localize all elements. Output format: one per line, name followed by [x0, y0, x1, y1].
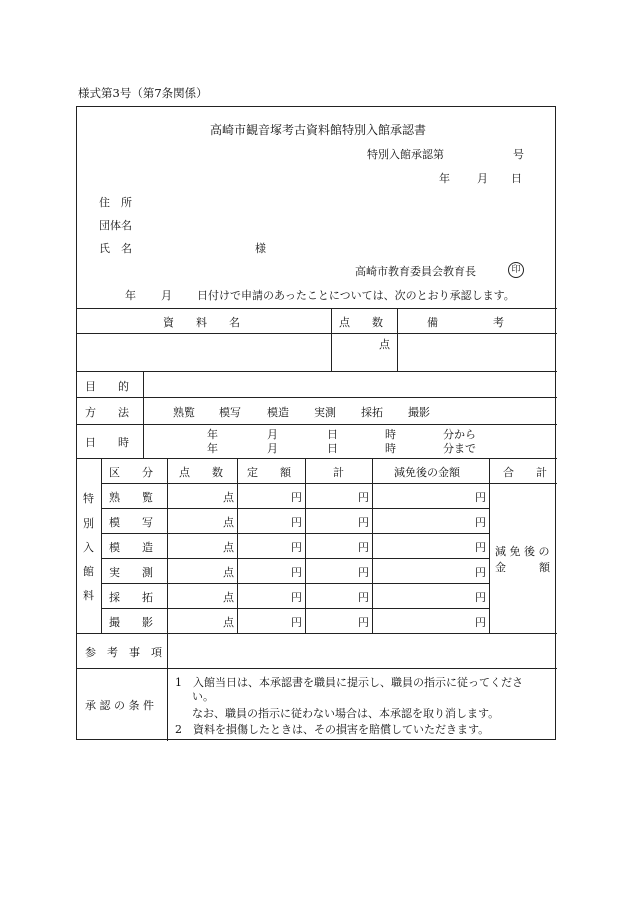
fee-row-count-unit: 点 [223, 516, 234, 529]
date-month: 月 [477, 172, 488, 185]
fee-row-count-unit: 点 [223, 541, 234, 554]
fee-side-label: 料 [83, 589, 94, 602]
method-option: 実測 [314, 406, 336, 419]
fee-row-count-unit: 点 [223, 566, 234, 579]
form-title: 高崎市観音塚考古資料館特別入館承認書 [210, 123, 427, 137]
group-name-label: 団体名 [99, 219, 132, 232]
fee-row-after-yen: 円 [475, 591, 486, 604]
condition-1-line3: なお、職員の指示に従わない場合は、本承認を取り消します。 [192, 707, 500, 720]
fee-header-sum: 合 計 [503, 466, 547, 479]
fee-row-count-unit: 点 [223, 616, 234, 629]
fee-side-label: 特 [83, 492, 94, 505]
from-day: 日 [327, 428, 338, 441]
materials-count-header: 点 数 [339, 316, 383, 329]
sum-label-line1: 減 免 後 の [495, 545, 550, 558]
fee-side-label: 館 [83, 565, 94, 578]
remarks-label: 参 考 事 項 [85, 646, 162, 659]
fee-row-unit-yen: 円 [291, 541, 302, 554]
to-suffix: 分まで [443, 442, 476, 455]
fee-header-unit: 定 額 [247, 466, 291, 479]
method-option: 模写 [219, 406, 241, 419]
method-option: 模造 [267, 406, 289, 419]
to-hour: 時 [385, 442, 396, 455]
fee-row-category: 模 造 [109, 541, 153, 554]
fee-row-count-unit: 点 [223, 591, 234, 604]
fee-row-total-yen: 円 [358, 516, 369, 529]
form-number-note: 様式第3号（第7条関係） [78, 86, 208, 100]
from-hour: 時 [385, 428, 396, 441]
approval-form [76, 106, 556, 740]
seal-icon: 印 [508, 262, 524, 278]
fee-row-total-yen: 円 [358, 616, 369, 629]
materials-note-header: 備 考 [427, 316, 504, 329]
approval-number-prefix: 特別入館承認第 [367, 148, 444, 161]
fee-row-total-yen: 円 [358, 591, 369, 604]
honorific: 様 [255, 242, 266, 255]
fee-header-category: 区 分 [109, 466, 153, 479]
materials-name-header: 資 料 名 [163, 316, 240, 329]
fee-row-after-yen: 円 [475, 541, 486, 554]
fee-row-unit-yen: 円 [291, 491, 302, 504]
fee-row-unit-yen: 円 [291, 516, 302, 529]
sum-label-line2: 金 額 [495, 561, 550, 574]
fee-row-unit-yen: 円 [291, 591, 302, 604]
fee-row-total-yen: 円 [358, 541, 369, 554]
issuer: 高崎市教育委員会教育長 [355, 265, 476, 278]
name-label: 氏 名 [99, 242, 132, 255]
fee-header-after: 減免後の金額 [394, 466, 460, 479]
condition-2: 2 資料を損傷したときは、その損害を賠償していただきます。 [175, 723, 490, 736]
to-month: 月 [267, 442, 278, 455]
fee-row-category: 模 写 [109, 516, 153, 529]
fee-row-category: 採 拓 [109, 591, 153, 604]
method-option: 熟覧 [173, 406, 195, 419]
approval-number-suffix: 号 [513, 148, 524, 161]
from-suffix: 分から [443, 428, 476, 441]
purpose-label: 目 的 [85, 380, 129, 393]
to-year: 年 [207, 442, 218, 455]
fee-side-label: 入 [83, 541, 94, 554]
fee-row-total-yen: 円 [358, 566, 369, 579]
method-option: 採拓 [361, 406, 383, 419]
to-day: 日 [327, 442, 338, 455]
fee-row-unit-yen: 円 [291, 616, 302, 629]
date-day: 日 [511, 172, 522, 185]
fee-row-count-unit: 点 [223, 491, 234, 504]
condition-1-line2: い。 [192, 690, 214, 703]
method-option: 撮影 [408, 406, 430, 419]
fee-row-after-yen: 円 [475, 566, 486, 579]
intro-year: 年 [125, 289, 136, 302]
condition-1-line1: 1 入館当日は、本承認書を職員に提示し、職員の指示に従ってくださ [175, 676, 523, 689]
materials-count-unit: 点 [379, 338, 390, 351]
fee-row-after-yen: 円 [475, 616, 486, 629]
fee-row-after-yen: 円 [475, 491, 486, 504]
date-year: 年 [439, 172, 450, 185]
fee-header-total: 計 [333, 466, 344, 479]
fee-row-total-yen: 円 [358, 491, 369, 504]
from-year: 年 [207, 428, 218, 441]
intro-text: 日付けで申請のあったことについては、次のとおり承認します。 [197, 289, 515, 302]
fee-row-category: 撮 影 [109, 616, 153, 629]
fee-row-unit-yen: 円 [291, 566, 302, 579]
fee-row-category: 実 測 [109, 566, 153, 579]
fee-header-count: 点 数 [179, 466, 223, 479]
datetime-label: 日 時 [85, 436, 129, 449]
method-label: 方 法 [85, 406, 129, 419]
fee-row-after-yen: 円 [475, 516, 486, 529]
conditions-label: 承 認 の 条 件 [85, 699, 154, 712]
fee-side-label: 別 [83, 517, 94, 530]
intro-month: 月 [161, 289, 172, 302]
address-label: 住 所 [99, 196, 132, 209]
fee-row-category: 熟 覧 [109, 491, 153, 504]
from-month: 月 [267, 428, 278, 441]
